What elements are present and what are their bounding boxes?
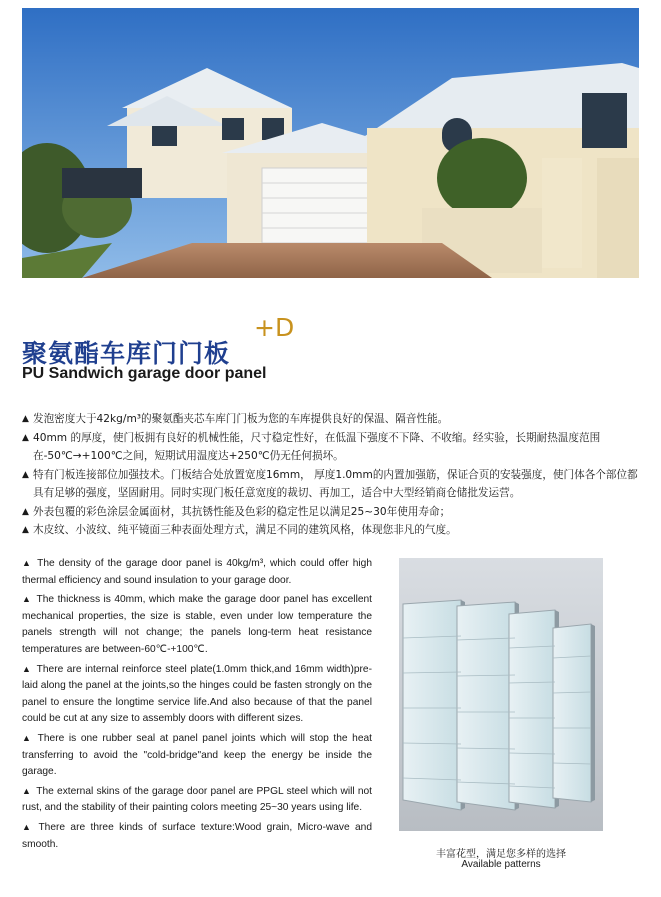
triangle-up-icon: ▲	[22, 525, 29, 535]
caption-cn: 丰富花型，满足您多样的选择	[436, 849, 566, 860]
page-title-en: PU Sandwich garage door panel	[22, 365, 267, 382]
triangle-up-icon: ▲	[22, 594, 32, 605]
page-title-cn: 聚氨酯车库门门板	[22, 339, 231, 368]
triangle-up-icon: ▲	[22, 821, 34, 832]
hero-house-photo	[22, 8, 639, 278]
cn-feature-item: ▲ 外表包覆的彩色涂层金属面材，其抗锈性能及色彩的稳定性足以满足25~30年使用寿命；	[22, 503, 642, 522]
triangle-up-icon: ▲	[22, 506, 29, 517]
triangle-up-icon: ▲	[22, 469, 29, 480]
caption-en: Available patterns	[461, 859, 541, 870]
triangle-up-icon: ▲	[22, 785, 32, 796]
en-feature-item: ▲ There is one rubber seal at panel panel joints which will stop the heat transferring to avoid the "cold-bridge"and keep the energy be inside the garage.	[22, 732, 372, 778]
cn-feature-item: ▲ 发泡密度大于42kg/m³的聚氨酯夹芯车库门门板为您的车库提供良好的保温、隔音性能。	[22, 410, 642, 429]
cn-feature-list	[22, 410, 642, 540]
en-feature-item: ▲ There are internal reinforce steel plate(1.0mm thick,and 16mm width)pre-laid along the panel at the joints,so the hinges could be fasten strongly on the panel to ensure the longtime service life.And also because of that the panel could be cut at any size to assembly doors with different sizes.	[22, 663, 372, 725]
triangle-up-icon: ▲	[22, 558, 33, 568]
en-feature-item: ▲ The external skins of the garage door panel are PPGL steel which will not rust, and the stability of their painting colors meeting 25~30 years using life.	[22, 785, 372, 814]
triangle-up-icon: ▲	[22, 732, 33, 743]
triangle-up-icon: ▲	[22, 414, 29, 424]
triangle-up-icon: ▲	[22, 663, 32, 674]
en-feature-list	[22, 555, 372, 855]
panel-patterns-photo	[399, 558, 603, 831]
en-feature-item: ▲ The thickness is 40mm, which make the garage door panel has excellent mechanical properties, the size is stable, even under low temperature the panels strength will not change; the panels long-term heat resistance temperatures are between-60℃-+100℃.	[22, 594, 372, 655]
title-plus-mark: +D	[254, 313, 295, 342]
cn-feature-item: ▲ 木皮纹、小波纹、纯平镜面三种表面处理方式，满足不同的建筑风格，体现您非凡的气度。	[22, 521, 642, 540]
cn-feature-item: ▲ 40mm 的厚度，使门板拥有良好的机械性能，尺寸稳定性好，在低温下强度不下降、不收缩。经实验，长期耐热温度范围在-50℃→+100℃之间，短期试用温度达+250℃仍无任何损坏。	[22, 429, 642, 466]
en-feature-item: ▲ The density of the garage door panel is 40kg/m³, which could offer high thermal efficiency and sound insulation to your garage door.	[22, 558, 372, 586]
cn-feature-item: ▲ 特有门板连接部位加强技术。门板结合处放置宽度16mm， 厚度1.0mm的内置加强筋，保证合页的安装强度，使门体各个部位都具有足够的强度，坚固耐用。同时实现门板任意宽度的裁切、再加工，适合中大型经销商仓储批发运营。	[22, 466, 642, 503]
en-feature-item: ▲ There are three kinds of surface texture:Wood grain, Micro-wave and smooth.	[22, 821, 372, 850]
triangle-up-icon: ▲	[22, 432, 29, 443]
